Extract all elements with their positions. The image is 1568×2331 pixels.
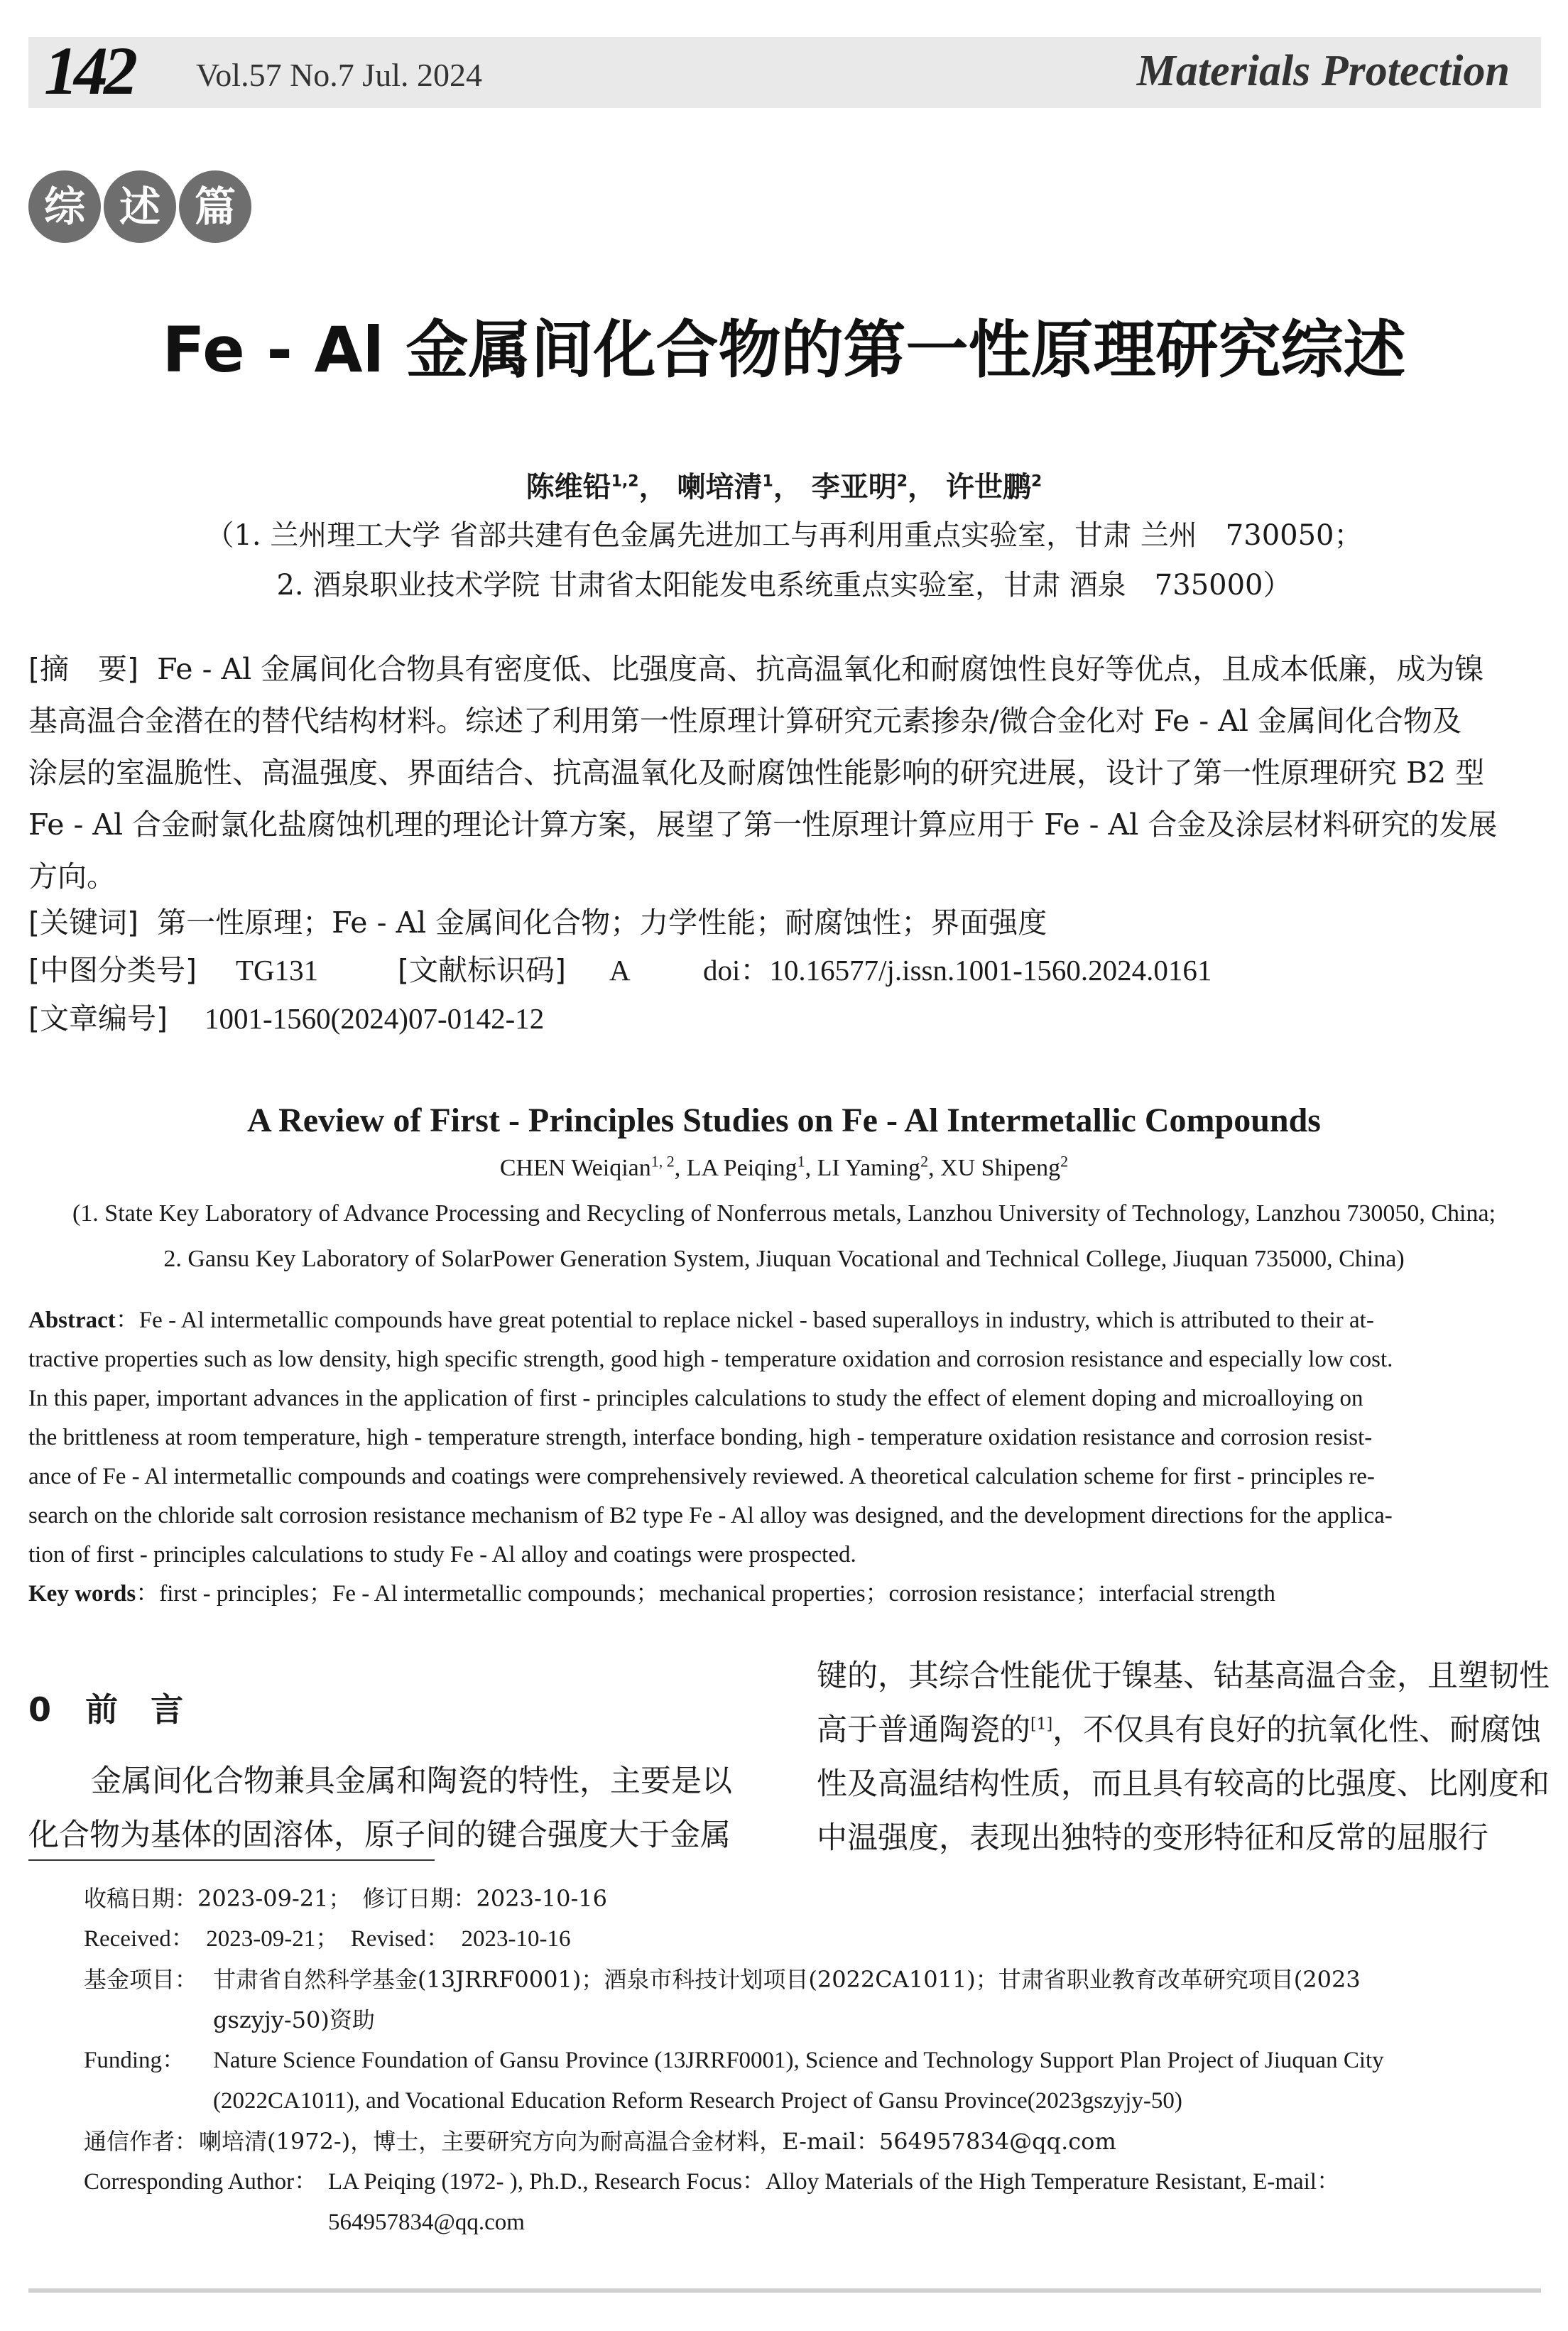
doc-code-label: [文献标识码]: [398, 953, 566, 987]
body-text: 高于普通陶瓷的: [817, 1712, 1030, 1748]
journal-name: Materials Protection: [1136, 47, 1510, 95]
author-name: CHEN Weiqian: [499, 1155, 651, 1181]
funding-zh-text: gszyjy-50)资助: [213, 2006, 375, 2033]
citation-ref: [1]: [1030, 1715, 1053, 1734]
keywords-zh-text: 第一性原理；Fe - Al 金属间化合物；力学性能；耐腐蚀性；界面强度: [157, 906, 1047, 940]
author-affil-mark: 1, 2: [650, 1152, 675, 1170]
body-text-line: 金属间化合物兼具金属和陶瓷的特性，主要是以: [91, 1764, 732, 1799]
author-name: 喇培清: [677, 471, 763, 504]
abstract-en-line: tractive properties such as low density, high specific strength, good high - temperature oxidation and corrosion resistance and especially low cost.: [28, 1347, 1393, 1372]
author-sep: ，: [638, 471, 668, 504]
abstract-zh-line: [28, 643, 1541, 695]
author-name: XU Shipeng: [940, 1155, 1061, 1181]
body-text-line: 中温强度，表现出独特的变形特征和反常的屈服行: [817, 1820, 1488, 1856]
keywords-en-text: ：first - principles；Fe - Al intermetallic compounds；mechanical properties；corrosion resistance；interfacial strength: [136, 1581, 1275, 1607]
author-affil-mark: 2: [1031, 472, 1042, 491]
body-text-line: 性及高温结构性质，而且具有较高的比强度、比刚度和: [817, 1766, 1550, 1802]
doi: doi：10.16577/j.issn.1001-1560.2024.0161: [703, 954, 1212, 987]
body-text: ，不仅具有良好的抗氧化性、耐腐蚀: [1052, 1712, 1542, 1748]
article-no-value: 1001-1560(2024)07-0142-12: [205, 1002, 545, 1035]
article-number-row: [28, 993, 1541, 1045]
author-name: 陈维铅: [526, 471, 611, 504]
author-list-zh: [0, 467, 1568, 507]
article-title-zh: Fe - Al 金属间化合物的第一性原理研究综述: [162, 313, 1406, 386]
keywords-zh: [28, 897, 1541, 949]
affiliation-en: (1. State Key Laboratory of Advance Processing and Recycling of Nonferrous metals, Lanzhou University of Technology, Lanzhou 730050, China;: [72, 1200, 1496, 1227]
badge-char: 述: [104, 170, 176, 243]
received-dates-en: Received： 2023-09-21； Revised： 2023-10-16: [84, 1926, 571, 1952]
author-list-en: [0, 1151, 1568, 1186]
received-dates-zh: 收稿日期：2023-09-21； 修订日期：2023-10-16: [84, 1885, 608, 1912]
doc-code-value: A: [609, 954, 631, 987]
page-number: 142: [44, 33, 134, 109]
affiliation-en: 2. Gansu Key Laboratory of SolarPower Generation System, Jiuquan Vocational and Technical College, Jiuquan 735000, China): [163, 1246, 1405, 1272]
badge-char: 综: [28, 170, 101, 243]
author-affil-mark: 2: [1060, 1152, 1069, 1170]
section-number: 0: [28, 1690, 52, 1729]
body-text-line: [817, 1703, 1541, 1757]
abstract-zh-line: Fe - Al 合金耐氯化盐腐蚀机理的理论计算方案，展望了第一性原理计算应用于 Fe - Al 合金及涂层材料研究的发展: [28, 808, 1498, 842]
author-sep: ,: [805, 1155, 817, 1181]
article-title-en: A Review of First - Principles Studies on Fe - Al Intermetallic Compounds: [247, 1102, 1321, 1139]
section-heading: [28, 1685, 183, 1734]
section-title: 前 言: [85, 1690, 184, 1729]
author-affil-mark: 2: [896, 472, 908, 491]
corresponding-zh-text: 喇培清(1972-)，博士，主要研究方向为耐高温合金材料，E-mail：564957834@qq.com: [199, 2128, 1116, 2155]
page-bottom-rule: [28, 2288, 1541, 2293]
author-name: LA Peiqing: [686, 1155, 797, 1181]
abstract-en-line: search on the chloride salt corrosion resistance mechanism of B2 type Fe - Al alloy was designed, and the development directions for the applica-: [28, 1503, 1393, 1528]
abstract-zh-line: 涂层的室温脆性、高温强度、界面结合、抗高温氧化及耐腐蚀性能影响的研究进展，设计了第一性原理研究 B2 型: [28, 756, 1485, 790]
author-sep: ,: [674, 1155, 687, 1181]
footnote-divider: [28, 1859, 435, 1861]
body-text-line: 化合物为基体的固溶体，原子间的键合强度大于金属: [28, 1817, 731, 1853]
badge-char: 篇: [179, 170, 251, 243]
issue-info: Vol.57 No.7 Jul. 2024: [196, 57, 482, 93]
author-name: 许世鹏: [946, 471, 1032, 504]
abstract-en-line: ance of Fe - Al intermetallic compounds and coatings were comprehensively reviewed. A theoretical calculation scheme for first - principles re-: [28, 1464, 1375, 1489]
keywords-zh-label: [关键词]: [28, 906, 138, 940]
abstract-zh-label: [摘 要]: [28, 652, 138, 686]
body-text-line: 键的，其综合性能优于镍基、钴基高温合金，且塑韧性: [817, 1658, 1550, 1694]
abstract-en-label: Abstract: [28, 1308, 116, 1333]
corresponding-zh-label: 通信作者：: [84, 2128, 198, 2155]
author-sep: ，: [773, 471, 802, 504]
abstract-zh-text: Fe - Al 金属间化合物具有密度低、比强度高、抗高温氧化和耐腐蚀性良好等优点，且成本低廉，成为镍: [157, 652, 1484, 686]
funding-en-label: Funding：: [84, 2048, 186, 2073]
abstract-en-line: [28, 1301, 1541, 1340]
funding-zh-label: 基金项目：: [84, 1966, 198, 1993]
affiliation-zh: （1. 兰州理工大学 省部共建有色金属先进加工与再利用重点实验室，甘肃 兰州 730050；: [205, 519, 1363, 552]
corresponding-en-label: Corresponding Author：: [84, 2169, 318, 2195]
corresponding-en-text: LA Peiqing (1972- ), Ph.D., Research Focus：Alloy Materials of the High Temperature Resistant, E-mail：: [328, 2169, 1340, 2195]
funding-en-text: (2022CA1011), and Vocational Education Reform Research Project of Gansu Province(2023gszyjy-50): [213, 2088, 1182, 2114]
abstract-en-line: tion of first - principles calculations to study Fe - Al alloy and coatings were prospected.: [28, 1542, 856, 1567]
funding-zh-text: 甘肃省自然科学基金(13JRRF0001)；酒泉市科技计划项目(2022CA1011)；甘肃省职业教育改革研究项目(2023: [213, 1966, 1361, 1993]
abstract-zh-line: 基高温合金潜在的替代结构材料。综述了利用第一性原理计算研究元素掺杂/微合金化对 Fe - Al 金属间化合物及: [28, 704, 1461, 738]
keywords-en-label: Key words: [28, 1581, 136, 1607]
author-affil-mark: 2: [920, 1152, 929, 1170]
affiliation-zh: 2. 酒泉职业技术学院 甘肃省太阳能发电系统重点实验室，甘肃 酒泉 735000）: [276, 569, 1292, 602]
author-affil-mark: 1,2: [611, 472, 639, 491]
author-affil-mark: 1: [762, 472, 773, 491]
author-affil-mark: 1: [797, 1152, 805, 1170]
clc-value: TG131: [236, 954, 319, 987]
article-no-label: [文章编号]: [28, 1001, 168, 1036]
abstract-en-line: In this paper, important advances in the application of first - principles calculations to study the effect of element doping and microalloying on: [28, 1386, 1363, 1411]
author-name: 李亚明: [811, 471, 897, 504]
author-sep: ，: [908, 471, 937, 504]
abstract-en-text: ：Fe - Al intermetallic compounds have great potential to replace nickel - based superalloys in industry, which is attributed to their at-: [115, 1308, 1374, 1333]
clc-label: [中图分类号]: [28, 953, 197, 987]
abstract-zh-line: 方向。: [28, 859, 116, 893]
author-sep: ,: [928, 1155, 941, 1181]
corresponding-en-email: 564957834@qq.com: [328, 2210, 525, 2235]
classification-row: [28, 945, 1541, 996]
funding-en-text: Nature Science Foundation of Gansu Province (13JRRF0001), Science and Technology Support Plan Project of Jiuquan City: [213, 2048, 1384, 2073]
abstract-en-line: the brittleness at room temperature, high - temperature strength, interface bonding, high - temperature oxidation resistance and corrosion resist-: [28, 1425, 1373, 1450]
keywords-en: [28, 1575, 1541, 1614]
author-name: LI Yaming: [817, 1155, 921, 1181]
